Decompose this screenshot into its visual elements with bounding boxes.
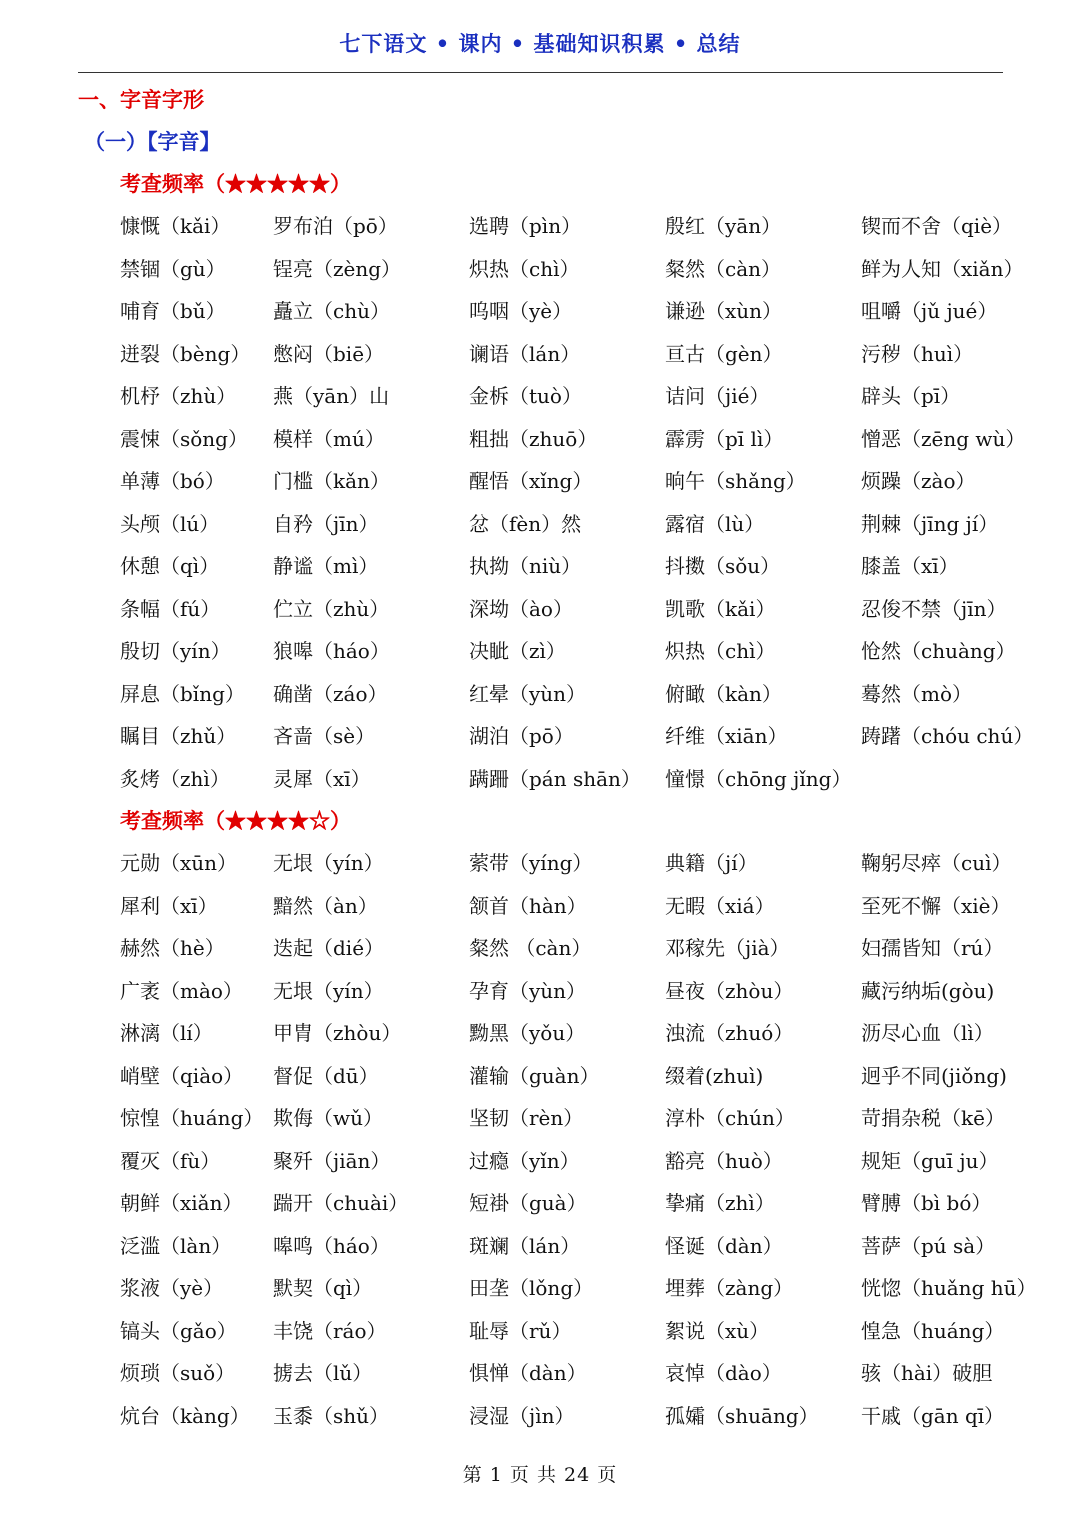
vocab-entry: 絮说（xù） (665, 1318, 770, 1343)
vocab-entry: 元勋（xūn） (120, 851, 238, 875)
table-row (120, 1231, 1020, 1274)
table-row (120, 339, 1020, 382)
vocab-entry: 纤维（xiān） (665, 724, 788, 748)
table-row (120, 976, 1020, 1019)
vocab-entry: 昼夜（zhòu） (665, 978, 794, 1003)
vocab-entry: 慷慨（kǎi） (120, 214, 231, 238)
vocab-entry: 憎恶（zēng wù） (861, 426, 1026, 451)
vocab-entry: 震悚（sǒng） (120, 426, 248, 451)
vocab-entry: 禁锢（gù） (120, 256, 226, 281)
vocab-entry: 萦带（yíng） (469, 851, 593, 875)
vocab-entry: 恍惚（huǎng hū） (861, 1276, 1037, 1300)
table-row (120, 1061, 1020, 1104)
vocab-entry: 欺侮（wǔ） (273, 1106, 383, 1130)
vocab-entry: 缀着(zhuì) (665, 1063, 764, 1088)
vocab-entry: 耻辱（rǔ） (469, 1318, 572, 1343)
vocab-entry: 无暇（xiá） (665, 893, 775, 918)
vocab-entry: 无垠（yín） (273, 851, 384, 875)
vocab-entry: 模样（mú） (273, 426, 385, 451)
vocab-entry: 规矩（guī ju） (861, 1148, 999, 1173)
page-header-title: 七下语文 • 课内 • 基础知识积累 • 总结 (339, 31, 741, 56)
vocab-entry: 淳朴（chún） (665, 1106, 795, 1130)
vocab-entry: 掳去（lǔ） (273, 1361, 373, 1385)
vocab-entry: 浊流（zhuó） (665, 1021, 794, 1045)
vocab-entry: 妇孺皆知（rú） (861, 936, 1004, 960)
vocab-entry: 蓦然（mò） (861, 681, 973, 706)
vocab-entry: 咀嚼（jǔ jué） (861, 299, 998, 323)
vocab-entry: 静谧（mì） (273, 554, 379, 578)
vocab-entry: 罗布泊（pō） (273, 214, 398, 238)
pronunciation-grid-4-stars (120, 848, 1037, 1443)
vocab-entry: 坚韧（rèn） (469, 1106, 584, 1130)
table-row (120, 1018, 1020, 1061)
vocab-entry: 灌输（guàn） (469, 1063, 600, 1088)
vocab-entry: 谰语（lán） (469, 341, 581, 366)
vocab-entry: 干戚（gān qī） (861, 1403, 1005, 1428)
vocab-entry: 埋葬（zàng） (665, 1276, 794, 1300)
table-row (120, 296, 1020, 339)
vocab-entry: 鲜为人知（xiǎn） (861, 256, 1024, 281)
vocab-entry: 蹒跚（pán shān） (469, 766, 641, 791)
vocab-entry: 决眦（zì） (469, 639, 566, 663)
vocab-entry: 憋闷（biē） (273, 341, 385, 366)
vocab-entry: 烦躁（zào） (861, 469, 976, 493)
vocab-entry: 藏污纳垢(gòu) (861, 978, 995, 1003)
vocab-entry: 露宿（lù） (665, 511, 765, 536)
vocab-entry: 甲胄（zhòu） (273, 1021, 402, 1045)
subsection-title: （一）【字音】 (84, 129, 221, 154)
table-row (120, 254, 1024, 297)
vocab-entry: 迭起（dié） (273, 936, 385, 960)
vocab-entry: 惧惮（dàn） (469, 1361, 587, 1385)
table-row (120, 636, 1020, 679)
vocab-entry: 辟头（pī） (861, 384, 961, 408)
vocab-entry: 抖擞（sǒu） (665, 554, 781, 578)
vocab-entry: 选聘（pìn） (469, 214, 582, 238)
vocab-entry: 殷红（yān） (665, 214, 782, 238)
vocab-entry: 晌午（shǎng） (665, 469, 806, 493)
table-row (120, 594, 1020, 637)
vocab-entry: 门槛（kǎn） (273, 469, 390, 493)
table-row (120, 891, 1020, 934)
vocab-entry: 俯瞰（kàn） (665, 681, 782, 706)
page-number-footer: 第 1 页 共 24 页 (462, 1464, 618, 1486)
vocab-entry: 菩萨（pú sà） (861, 1233, 996, 1258)
vocab-entry: 督促（dū） (273, 1063, 379, 1088)
vocab-entry: 燕（yān）山 (273, 384, 390, 408)
vocab-entry: 短褂（guà） (469, 1191, 587, 1215)
vocab-entry: 黯然（àn） (273, 893, 378, 918)
vocab-entry: 锲而不舍（qiè） (861, 214, 1013, 238)
vocab-entry: 臂膊（bì bó） (861, 1191, 992, 1215)
vocab-entry: 红晕（yùn） (469, 681, 587, 706)
vocab-entry: 邓稼先（jià） (665, 936, 790, 960)
vocab-entry: 伫立（zhù） (273, 596, 390, 621)
vocab-entry: 黝黑（yǒu） (469, 1021, 586, 1045)
table-row (120, 933, 1020, 976)
vocab-entry: 殷切（yín） (120, 639, 231, 663)
table-row (120, 509, 1020, 552)
vocab-entry: 镐头（gǎo） (120, 1318, 237, 1343)
table-row (120, 424, 1026, 467)
vocab-entry: 浸湿（jìn） (469, 1403, 575, 1428)
vocab-entry: 憧憬（chōng jǐng） (665, 766, 852, 791)
vocab-entry: 烦琐（suǒ） (120, 1361, 236, 1385)
header-divider (78, 72, 1003, 73)
table-row (120, 381, 1020, 424)
vocab-entry: 哺育（bǔ） (120, 299, 226, 323)
vocab-entry: 炽热（chì） (469, 256, 580, 281)
vocab-entry: 惊惶（huáng） (120, 1106, 264, 1130)
vocab-entry: 自矜（jīn） (273, 511, 379, 536)
vocab-entry: 孤孀（shuāng） (665, 1403, 819, 1428)
vocab-entry: 丰饶（ráo） (273, 1318, 387, 1343)
vocab-entry: 粗拙（zhuō） (469, 426, 598, 451)
vocab-entry: 吝啬（sè） (273, 724, 376, 748)
vocab-entry: 呜咽（yè） (469, 299, 573, 323)
vocab-entry: 默契（qì） (273, 1276, 373, 1300)
vocab-entry: 怪诞（dàn） (665, 1233, 783, 1258)
vocab-entry: 苛捐杂税（kē） (861, 1106, 1005, 1130)
vocab-entry: 凯歌（kǎi） (665, 596, 776, 621)
vocab-entry: 嗥鸣（háo） (273, 1233, 390, 1258)
vocab-entry: 荆棘（jīng jí） (861, 511, 999, 536)
vocab-entry: 踹开（chuài） (273, 1191, 409, 1215)
vocab-entry: 机杼（zhù） (120, 384, 237, 408)
vocab-entry: 孕育（yùn） (469, 978, 587, 1003)
vocab-entry: 炙烤（zhì） (120, 766, 230, 791)
vocab-entry: 金柝（tuò） (469, 384, 582, 408)
vocab-entry: 诘问（jié） (665, 384, 770, 408)
vocab-entry: 鞠躬尽瘁（cuì） (861, 851, 1012, 875)
vocab-entry: 醒悟（xǐng） (469, 469, 593, 493)
vocab-entry: 炽热（chì） (665, 639, 776, 663)
vocab-entry: 浆液（yè） (120, 1276, 224, 1300)
vocab-entry: 聚歼（jiān） (273, 1148, 391, 1173)
frequency-label-4-stars: 考查频率（★★★★☆） (120, 808, 351, 833)
table-row (120, 721, 1034, 764)
vocab-entry: 沥尽心血（lì） (861, 1021, 994, 1045)
vocab-entry: 犀利（xī） (120, 893, 218, 918)
vocab-entry: 瞩目（zhǔ） (120, 724, 237, 748)
table-row (120, 1401, 1020, 1444)
vocab-entry: 田垄（lǒng） (469, 1276, 594, 1300)
vocab-entry: 霹雳（pī lì） (665, 426, 784, 451)
vocab-entry: 典籍（jí） (665, 851, 758, 875)
table-row (120, 764, 1020, 807)
vocab-entry: 骇（hài）破胆 (861, 1361, 993, 1385)
vocab-entry: 粲然（càn） (665, 256, 782, 281)
vocab-entry: 过瘾（yǐn） (469, 1148, 580, 1173)
vocab-entry: 狼嗥（háo） (273, 639, 390, 663)
table-row (120, 1188, 1020, 1231)
vocab-entry: 屏息（bǐng） (120, 681, 245, 706)
table-row (120, 1273, 1037, 1316)
pronunciation-grid-5-stars (120, 211, 1034, 806)
vocab-entry: 豁亮（huò） (665, 1148, 783, 1173)
vocab-entry: 忍俊不禁（jīn） (861, 596, 1007, 621)
vocab-entry: 峭壁（qiào） (120, 1063, 244, 1088)
vocab-entry: 迥乎不同(jiǒng) (861, 1063, 1007, 1088)
vocab-entry: 污秽（huì） (861, 341, 974, 366)
vocab-entry: 条幅（fú） (120, 596, 221, 621)
vocab-entry: 至死不懈（xiè） (861, 893, 1011, 918)
vocab-entry: 锃亮（zèng） (273, 256, 402, 281)
vocab-entry: 谦逊（xùn） (665, 299, 783, 323)
vocab-entry: 迸裂（bèng） (120, 341, 251, 366)
vocab-entry: 玉黍（shǔ） (273, 1403, 390, 1428)
vocab-entry: 灵犀（xī） (273, 766, 371, 791)
vocab-entry: 湖泊（pō） (469, 724, 574, 748)
vocab-entry: 头颅（lú） (120, 511, 220, 536)
vocab-entry: 哀悼（dào） (665, 1361, 782, 1385)
table-row (120, 679, 1020, 722)
vocab-entry: 淋漓（lí） (120, 1021, 213, 1045)
vocab-entry: 斑斓（lán） (469, 1233, 581, 1258)
vocab-entry: 执拗（niù） (469, 554, 582, 578)
vocab-entry: 确凿（záo） (273, 681, 388, 706)
table-row (120, 1316, 1020, 1359)
vocab-entry: 泛滥（làn） (120, 1233, 232, 1258)
table-row (120, 466, 1020, 509)
table-row (120, 1358, 1020, 1401)
vocab-entry: 惶急（huáng） (861, 1318, 1005, 1343)
vocab-entry: 忿（fèn）然 (469, 511, 582, 536)
table-row (120, 1146, 1020, 1189)
vocab-entry: 踌躇（chóu chú） (861, 724, 1034, 748)
table-row (120, 848, 1020, 891)
vocab-entry: 赫然（hè） (120, 936, 225, 960)
vocab-entry: 挚痛（zhì） (665, 1191, 775, 1215)
vocab-entry: 粲然 （càn） (469, 936, 592, 960)
vocab-entry: 覆灭（fù） (120, 1148, 221, 1173)
vocab-entry: 深坳（ào） (469, 596, 573, 621)
vocab-entry: 无垠（yín） (273, 978, 384, 1003)
table-row (120, 551, 1020, 594)
frequency-label-5-stars: 考查频率（★★★★★） (120, 171, 351, 196)
vocab-entry: 单薄（bó） (120, 469, 225, 493)
vocab-entry: 休憩（qì） (120, 554, 220, 578)
vocab-entry: 怆然（chuàng） (861, 639, 1016, 663)
vocab-entry: 朝鲜（xiǎn） (120, 1191, 243, 1215)
vocab-entry: 矗立（chù） (273, 299, 390, 323)
vocab-entry: 膝盖（xī） (861, 554, 959, 578)
table-row (120, 1103, 1020, 1146)
vocab-entry: 炕台（kàng） (120, 1403, 250, 1428)
section-title: 一、字音字形 (78, 87, 204, 112)
vocab-entry: 亘古（gèn） (665, 341, 783, 366)
table-row (120, 211, 1020, 254)
vocab-entry: 颔首（hàn） (469, 893, 587, 918)
vocab-entry: 广袤（mào） (120, 978, 243, 1003)
